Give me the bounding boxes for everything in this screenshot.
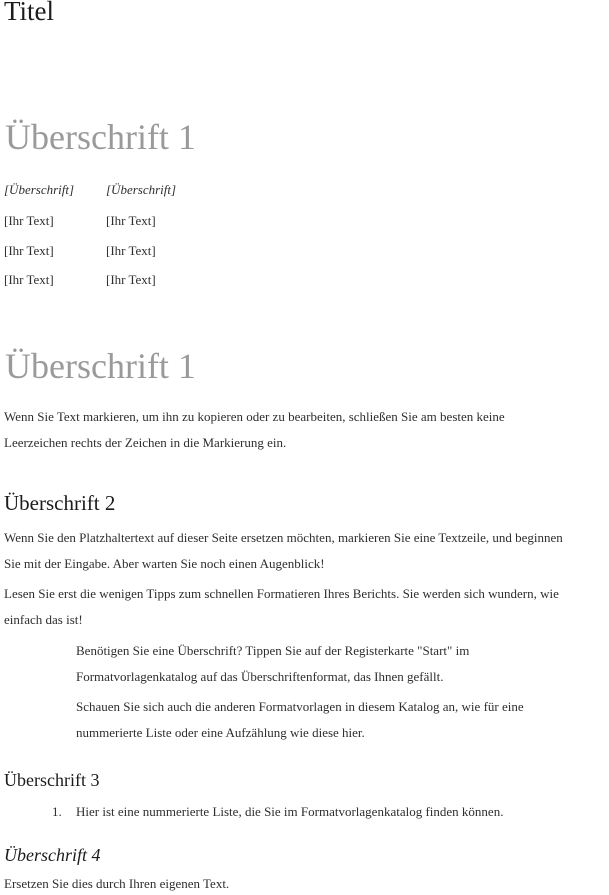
paragraph-line: Lesen Sie erst die wenigen Tipps zum schnellen Formatieren Ihres Berichts. Sie werden sich wundern, wie bbox=[4, 586, 559, 601]
table-cell: [Ihr Text] bbox=[4, 272, 54, 287]
heading-1-second: Überschrift 1 bbox=[5, 346, 196, 386]
paragraph-line: einfach das ist! bbox=[4, 612, 83, 627]
bullet-item-line: Formatvorlagenkatalog auf das Überschriftenformat, das Ihnen gefällt. bbox=[76, 669, 444, 684]
bullet-item-line: nummerierte Liste oder eine Aufzählung wie diese hier. bbox=[76, 725, 365, 740]
table-cell: [Ihr Text] bbox=[106, 272, 156, 287]
paragraph-line: Ersetzen Sie dies durch Ihren eigenen Text. bbox=[4, 876, 230, 891]
paragraph-line: Leerzeichen rechts der Zeichen in die Markierung ein. bbox=[4, 435, 287, 450]
list-number: 1. bbox=[52, 804, 62, 819]
list-item: Hier ist eine nummerierte Liste, die Sie im Formatvorlagenkatalog finden können. bbox=[76, 804, 504, 819]
bullet-item-line: Schauen Sie sich auch die anderen Formatvorlagen in diesem Katalog an, wie für eine bbox=[76, 699, 524, 714]
document-title: Titel bbox=[4, 0, 55, 26]
heading-1-first: Überschrift 1 bbox=[5, 117, 196, 157]
heading-2: Überschrift 2 bbox=[4, 491, 116, 515]
table-cell: [Ihr Text] bbox=[4, 243, 54, 258]
paragraph-line: Sie mit der Eingabe. Aber warten Sie noch einen Augenblick! bbox=[4, 556, 325, 571]
paragraph-line: Wenn Sie den Platzhaltertext auf dieser Seite ersetzen möchten, markieren Sie eine Textzeile, und beginnen bbox=[4, 530, 563, 545]
heading-4: Überschrift 4 bbox=[4, 845, 101, 865]
paragraph-line: Wenn Sie Text markieren, um ihn zu kopieren oder zu bearbeiten, schließen Sie am besten keine bbox=[4, 409, 505, 424]
table-cell: [Ihr Text] bbox=[4, 213, 54, 228]
bullet-item-line: Benötigen Sie eine Überschrift? Tippen Sie auf der Registerkarte "Start" im bbox=[76, 643, 470, 658]
heading-3: Überschrift 3 bbox=[4, 770, 100, 790]
table-header-cell: [Überschrift] bbox=[4, 182, 75, 197]
table-header-cell: [Überschrift] bbox=[106, 182, 177, 197]
table-cell: [Ihr Text] bbox=[106, 243, 156, 258]
table-cell: [Ihr Text] bbox=[106, 213, 156, 228]
